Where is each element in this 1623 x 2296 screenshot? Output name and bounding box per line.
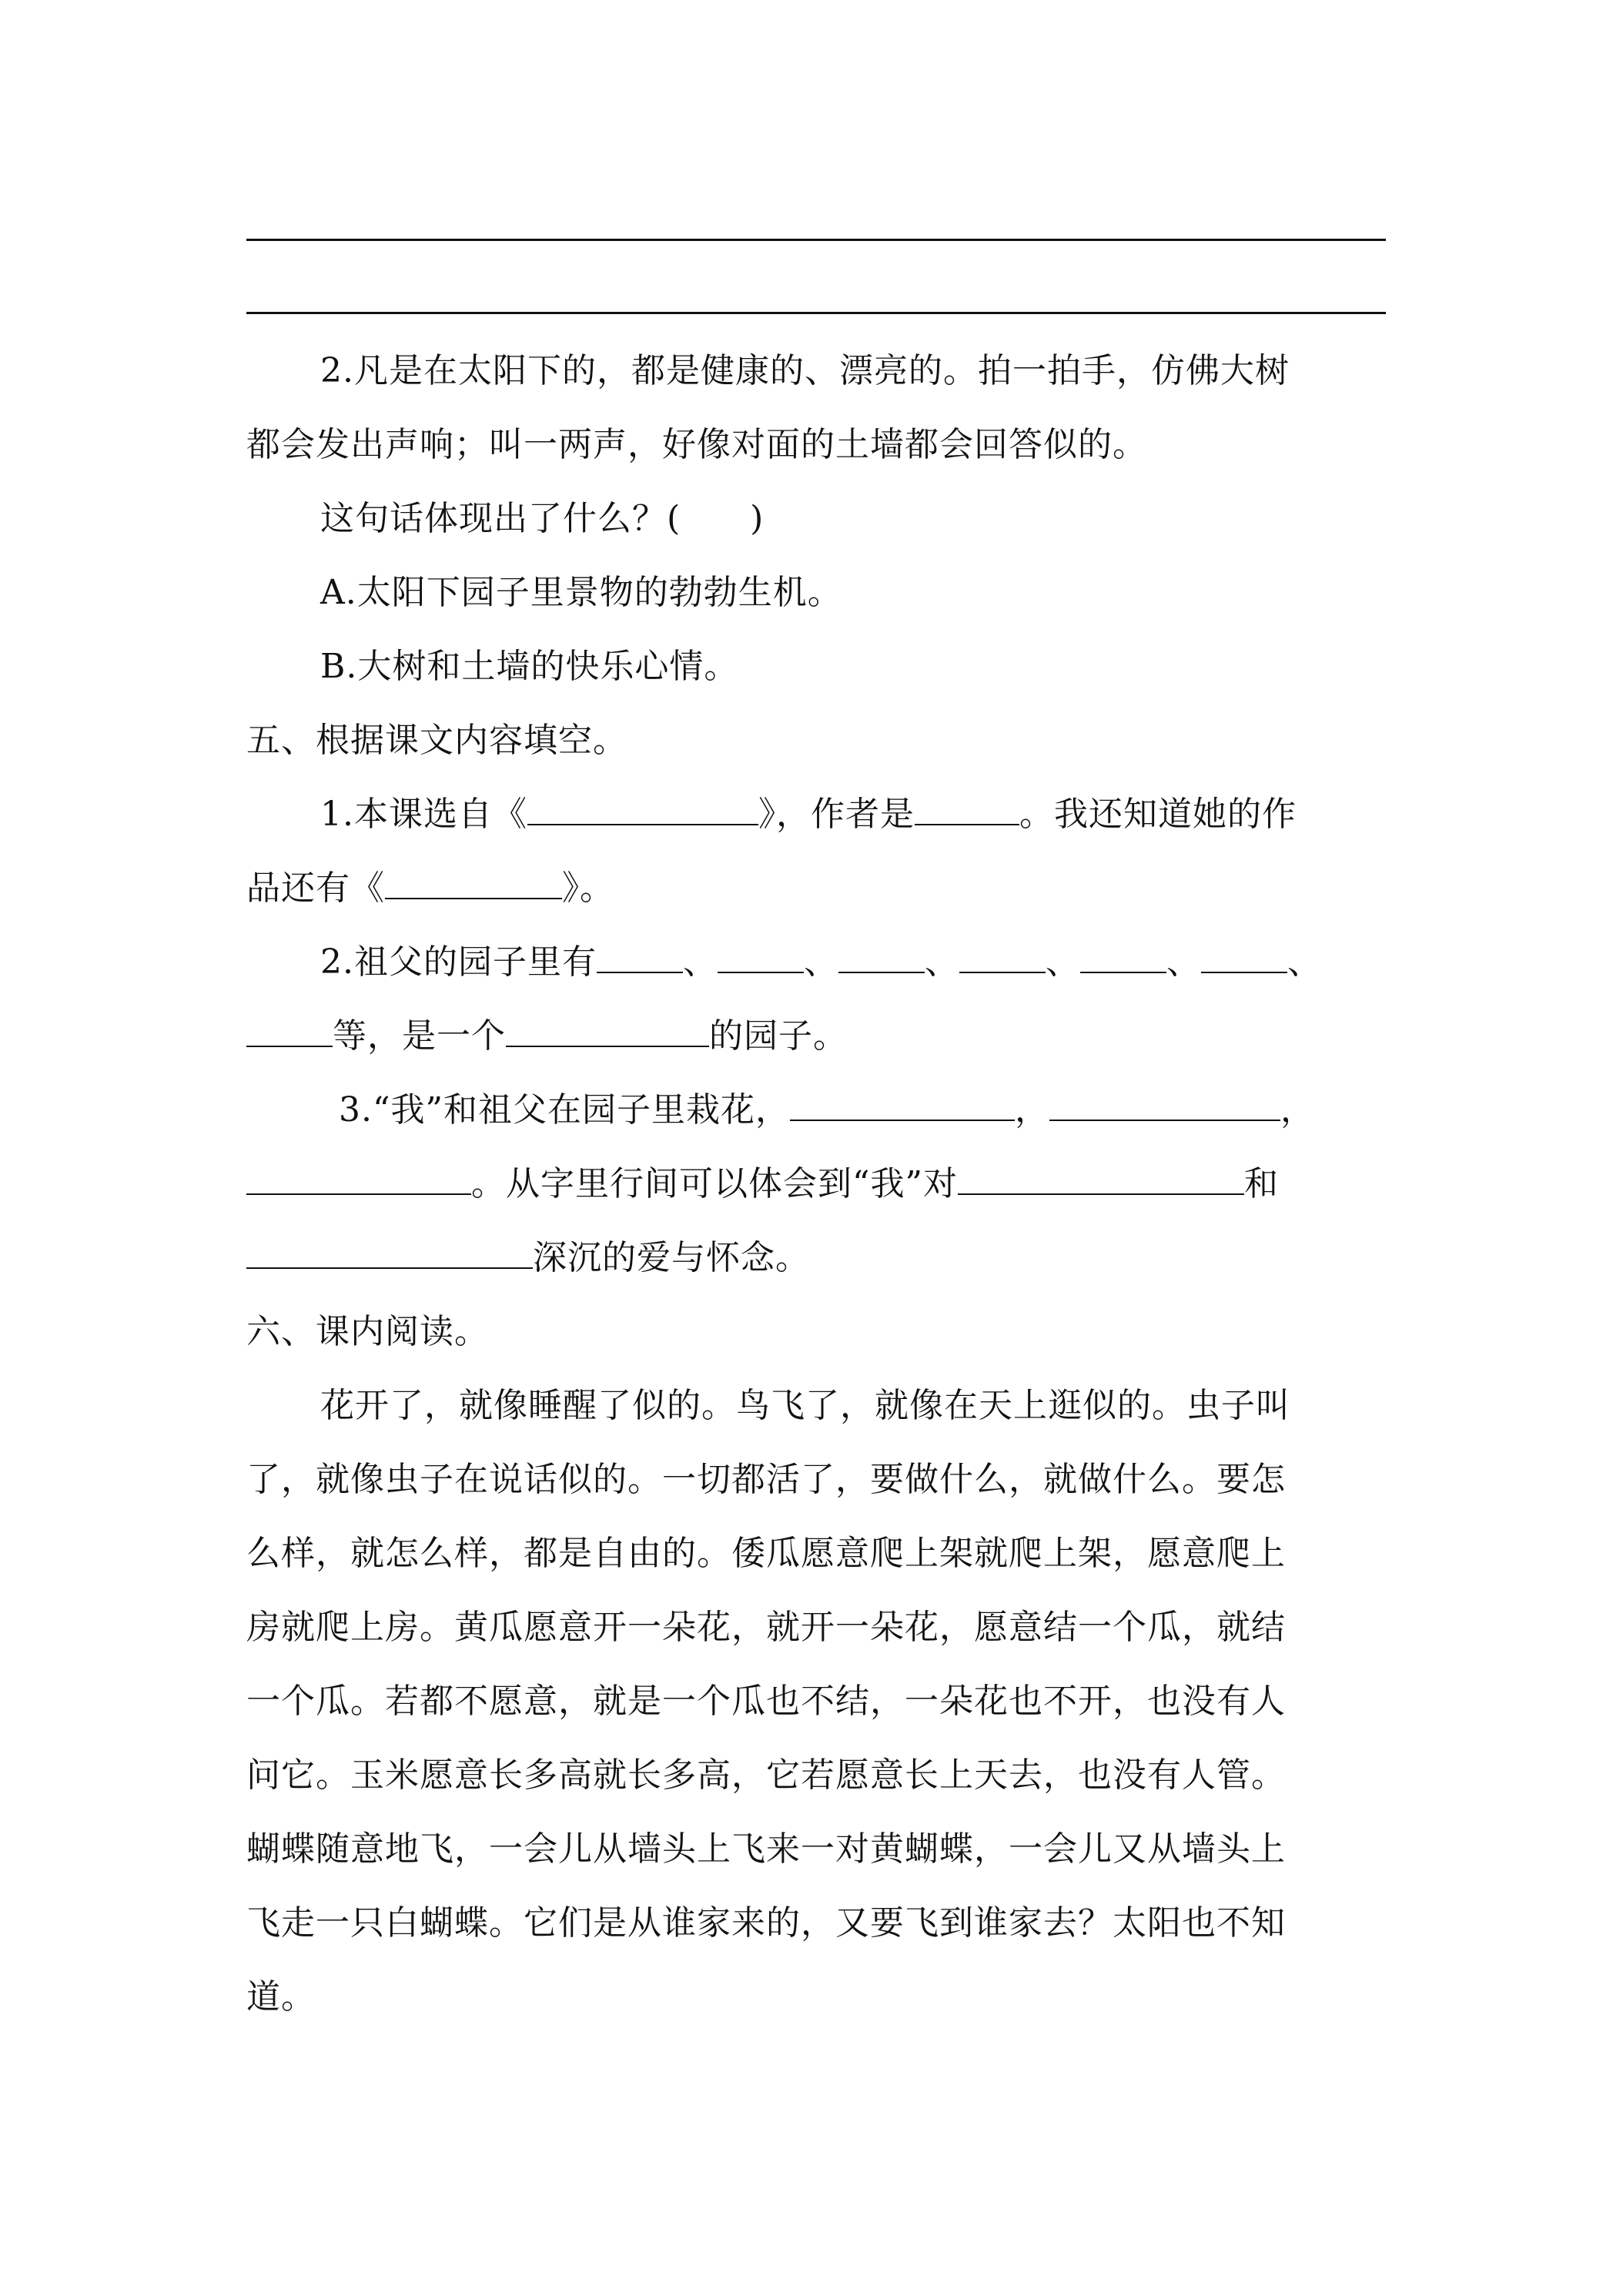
blank-activity-2[interactable]	[1049, 1087, 1280, 1121]
item2-sep: 、	[803, 942, 838, 982]
q4-item2-option-b: B.大树和土墙的快乐心情。	[320, 647, 739, 686]
section5-item3-line1	[339, 1087, 1315, 1133]
item2-sep: 、	[1045, 942, 1080, 982]
item3-text-b: 。从字里行间可以体会到“我”对	[471, 1164, 958, 1203]
item1-text-d: 品还有《	[246, 869, 385, 908]
blank-activity-3[interactable]	[246, 1161, 471, 1195]
passage-line: 房就爬上房。黄瓜愿意开一朵花，就开一朵花，愿意结一个瓜，就结	[246, 1608, 1286, 1647]
section5-item2-line2	[246, 1013, 848, 1059]
section6-heading: 六、课内阅读。	[246, 1312, 489, 1351]
blank-garden-7[interactable]	[246, 1013, 333, 1047]
q4-item2-option-a: A.太阳下园子里景物的勃勃生机。	[320, 573, 842, 612]
item3-comma: ，	[1280, 1090, 1315, 1130]
answer-line-1	[246, 239, 1386, 241]
section5-item1-line1	[320, 792, 1297, 838]
blank-author[interactable]	[915, 792, 1019, 825]
item2-text-c: 的园子。	[709, 1016, 848, 1056]
blank-garden-5[interactable]	[1080, 939, 1166, 973]
blank-garden-2[interactable]	[718, 939, 804, 973]
passage-line: 花开了，就像睡醒了似的。鸟飞了，就像在天上逛似的。虫子叫	[320, 1386, 1290, 1425]
item2-text-a: 2.祖父的园子里有	[320, 942, 597, 982]
blank-garden-4[interactable]	[959, 939, 1046, 973]
item1-text-e: 》。	[562, 869, 614, 908]
answer-line-2	[246, 312, 1386, 314]
blank-garden-1[interactable]	[597, 939, 683, 973]
blank-book-title[interactable]	[527, 792, 758, 825]
item3-text-d: 深沉的爱与怀念。	[533, 1238, 810, 1277]
passage-line: 了，就像虫子在说话似的。一切都活了，要做什么，就做什么。要怎	[246, 1460, 1286, 1499]
passage-line: 问它。玉米愿意长多高就长多高，它若愿意长上天去，也没有人管。	[246, 1755, 1286, 1795]
q4-item2-line2: 都会发出声响；叫一两声，好像对面的土墙都会回答似的。	[246, 425, 1147, 464]
blank-garden-6[interactable]	[1201, 939, 1287, 973]
blank-love-2[interactable]	[246, 1235, 533, 1269]
item1-text-b: 》，作者是	[758, 795, 915, 834]
blank-other-work[interactable]	[385, 865, 562, 899]
section5-item3-line2	[246, 1161, 1279, 1207]
item1-text-c: 。我还知道她的作	[1019, 795, 1297, 834]
blank-garden-3[interactable]	[838, 939, 925, 973]
blank-garden-adjective[interactable]	[506, 1013, 709, 1047]
q4-item2-line1: 2.凡是在太阳下的，都是健康的、漂亮的。拍一拍手，仿佛大树	[320, 351, 1290, 390]
item3-text-c: 和	[1244, 1164, 1279, 1203]
item3-text-a: 3.“我”和祖父在园子里栽花，	[339, 1090, 790, 1130]
item2-sep: 、	[924, 942, 959, 982]
passage-line: 道。	[246, 1977, 316, 2017]
section5-item1-line2	[246, 865, 614, 912]
item2-text-b: 等，是一个	[333, 1016, 506, 1056]
passage-line: 蝴蝶随意地飞，一会儿从墙头上飞来一对黄蝴蝶，一会儿又从墙头上	[246, 1829, 1286, 1869]
section5-item3-line3	[246, 1235, 810, 1281]
passage-line: 一个瓜。若都不愿意，就是一个瓜也不结，一朵花也不开，也没有人	[246, 1682, 1286, 1721]
section5-heading: 五、根据课文内容填空。	[246, 721, 627, 760]
passage-line: 么样，就怎么样，都是自由的。倭瓜愿意爬上架就爬上架，愿意爬上	[246, 1534, 1286, 1573]
item2-sep: 、	[682, 942, 718, 982]
item3-comma: ，	[1014, 1090, 1049, 1130]
item2-sep: 、	[1287, 942, 1322, 982]
item1-text-a: 1.本课选自《	[320, 795, 527, 834]
q4-item2-question: 这句话体现出了什么？( )	[320, 499, 765, 538]
section5-item2-line1	[320, 939, 1322, 986]
item2-sep: 、	[1166, 942, 1201, 982]
blank-activity-1[interactable]	[790, 1087, 1015, 1121]
blank-love-1[interactable]	[958, 1161, 1244, 1195]
passage-line: 飞走一只白蝴蝶。它们是从谁家来的，又要飞到谁家去？太阳也不知	[246, 1903, 1286, 1943]
